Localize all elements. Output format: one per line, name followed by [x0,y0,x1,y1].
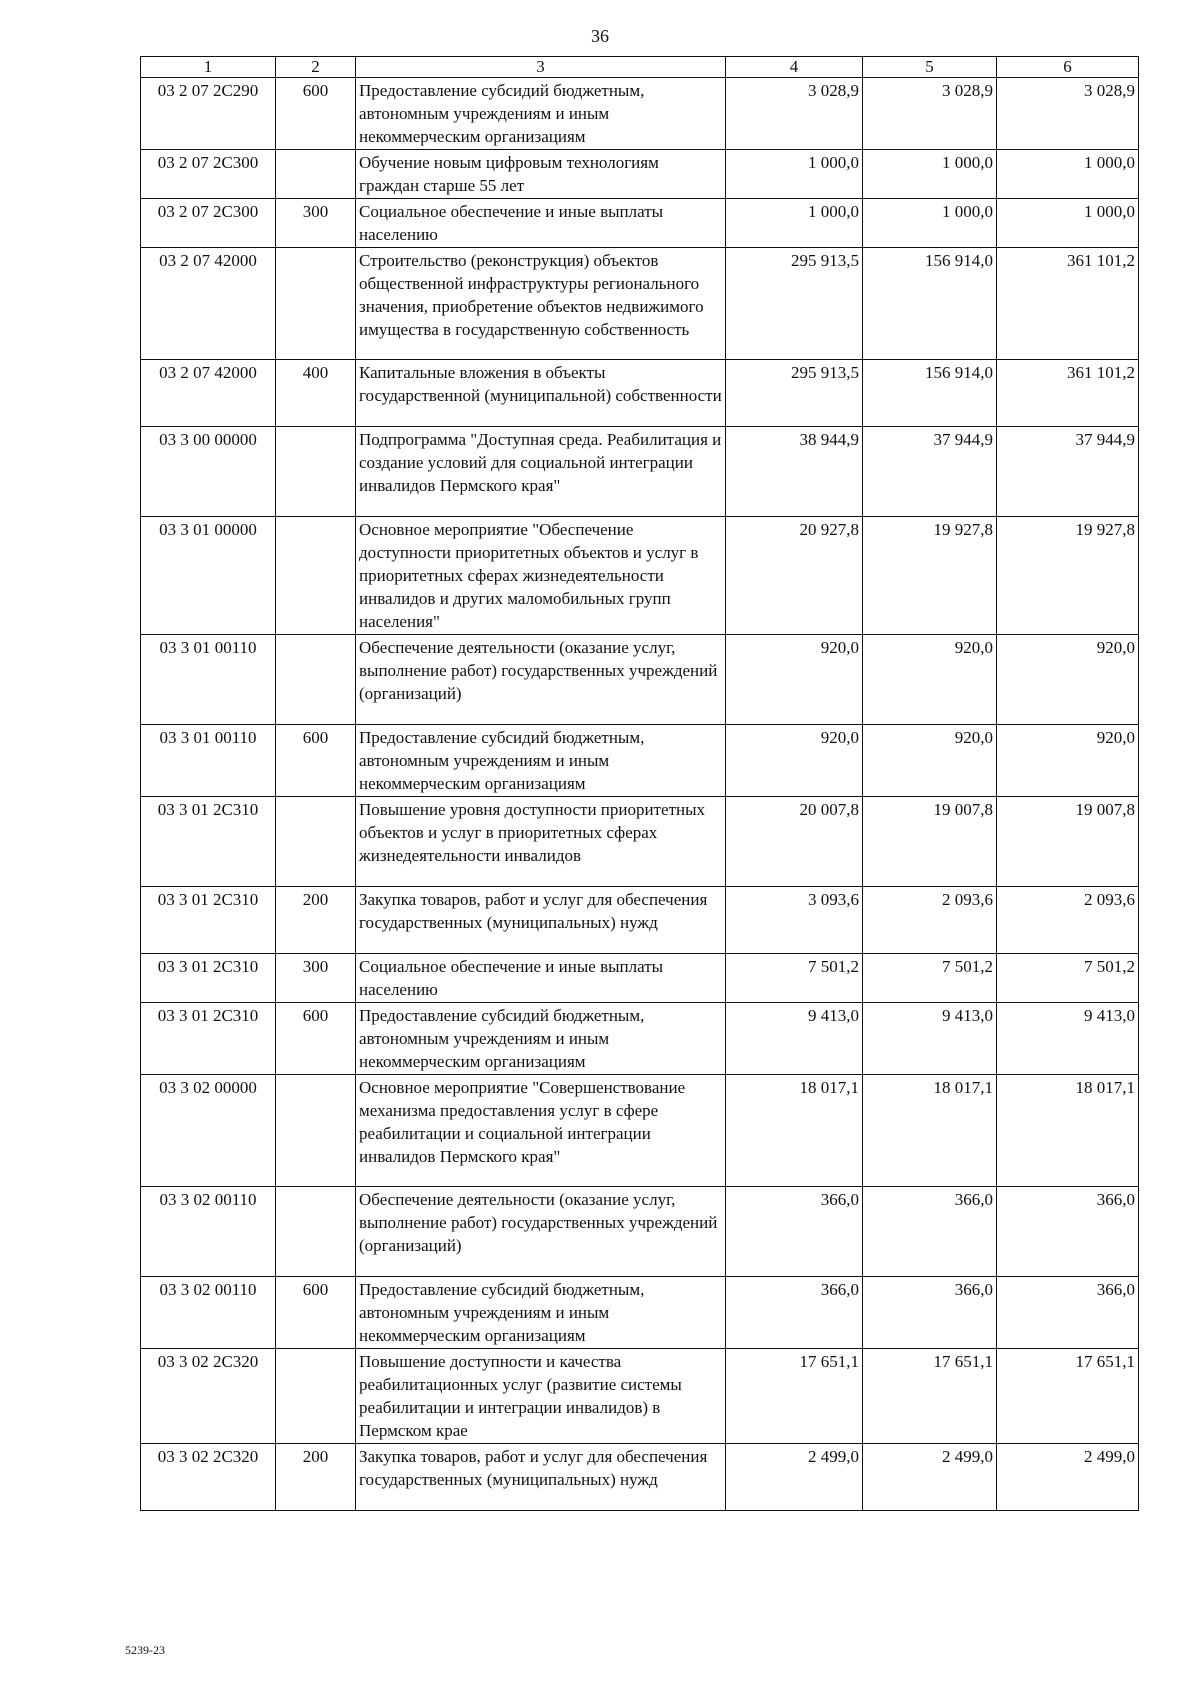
item-name-cell: Основное мероприятие "Совершенствование механизма предоставления услуг в сфере реабилитации и социальной интеграции инвалидов Пермского края" [356,1075,726,1187]
amount-col5-cell: 920,0 [863,635,997,725]
amount-col4-cell: 17 651,1 [726,1349,863,1444]
expense-type-cell: 300 [276,954,356,1003]
expense-type-cell: 400 [276,360,356,427]
item-name-cell: Основное мероприятие "Обеспечение доступности приоритетных объектов и услуг в приоритетных сферах жизнедеятельности инвалидов и других маломобильных групп населения" [356,517,726,635]
expense-type-cell [276,517,356,635]
amount-col6-cell: 7 501,2 [997,954,1139,1003]
table-row [141,248,1139,360]
amount-col5-cell: 9 413,0 [863,1003,997,1075]
amount-col5-cell: 7 501,2 [863,954,997,1003]
amount-col5-cell: 366,0 [863,1187,997,1277]
amount-col5-cell: 17 651,1 [863,1349,997,1444]
amount-col6-cell: 1 000,0 [997,199,1139,248]
item-name-cell: Строительство (реконструкция) объектов общественной инфраструктуры регионального значения, приобретение объектов недвижимого имущества в государственную собственность [356,248,726,360]
amount-col4-cell: 20 007,8 [726,797,863,887]
table-row [141,635,1139,725]
budget-code-cell: 03 2 07 2С300 [141,150,276,199]
item-name-cell: Повышение доступности и качества реабилитационных услуг (развитие системы реабилитации и интеграции инвалидов) в Пермском крае [356,1349,726,1444]
expense-type-cell [276,1349,356,1444]
budget-code-cell: 03 3 02 00110 [141,1277,276,1349]
expense-type-cell: 600 [276,78,356,150]
table-row [141,797,1139,887]
budget-code-cell: 03 3 01 2С310 [141,954,276,1003]
amount-col5-cell: 3 028,9 [863,78,997,150]
expense-type-cell [276,427,356,517]
column-header: 5 [863,57,997,78]
expense-type-cell [276,150,356,199]
amount-col5-cell: 19 007,8 [863,797,997,887]
table-row [141,725,1139,797]
expense-type-cell: 200 [276,1444,356,1511]
amount-col6-cell: 920,0 [997,635,1139,725]
amount-col5-cell: 19 927,8 [863,517,997,635]
amount-col5-cell: 18 017,1 [863,1075,997,1187]
amount-col5-cell: 920,0 [863,725,997,797]
table-body [141,78,1139,1511]
table-row [141,1277,1139,1349]
column-header: 3 [356,57,726,78]
amount-col5-cell: 37 944,9 [863,427,997,517]
item-name-cell: Предоставление субсидий бюджетным, автономным учреждениям и иным некоммерческим организациям [356,725,726,797]
item-name-cell: Предоставление субсидий бюджетным, автономным учреждениям и иным некоммерческим организациям [356,1003,726,1075]
item-name-cell: Капитальные вложения в объекты государственной (муниципальной) собственности [356,360,726,427]
amount-col6-cell: 3 028,9 [997,78,1139,150]
amount-col4-cell: 3 093,6 [726,887,863,954]
expense-type-cell [276,1187,356,1277]
amount-col6-cell: 366,0 [997,1277,1139,1349]
amount-col4-cell: 7 501,2 [726,954,863,1003]
document-code: 5239-23 [125,1643,165,1657]
expense-type-cell: 300 [276,199,356,248]
amount-col6-cell: 17 651,1 [997,1349,1139,1444]
expense-type-cell: 600 [276,1277,356,1349]
budget-code-cell: 03 3 01 00110 [141,725,276,797]
item-name-cell: Повышение уровня доступности приоритетных объектов и услуг в приоритетных сферах жизнедеятельности инвалидов [356,797,726,887]
amount-col6-cell: 1 000,0 [997,150,1139,199]
table-row [141,427,1139,517]
budget-code-cell: 03 3 02 2С320 [141,1444,276,1511]
table-row [141,78,1139,150]
budget-code-cell: 03 3 02 00110 [141,1187,276,1277]
amount-col6-cell: 37 944,9 [997,427,1139,517]
budget-code-cell: 03 3 01 2С310 [141,1003,276,1075]
item-name-cell: Предоставление субсидий бюджетным, автономным учреждениям и иным некоммерческим организациям [356,78,726,150]
budget-code-cell: 03 3 01 2С310 [141,797,276,887]
budget-code-cell: 03 3 01 00000 [141,517,276,635]
column-header: 1 [141,57,276,78]
budget-code-cell: 03 3 01 2С310 [141,887,276,954]
amount-col6-cell: 19 927,8 [997,517,1139,635]
budget-code-cell: 03 3 01 00110 [141,635,276,725]
item-name-cell: Обучение новым цифровым технологиям граждан старше 55 лет [356,150,726,199]
item-name-cell: Закупка товаров, работ и услуг для обеспечения государственных (муниципальных) нужд [356,1444,726,1511]
amount-col4-cell: 920,0 [726,725,863,797]
table-row [141,199,1139,248]
budget-code-cell: 03 2 07 2С300 [141,199,276,248]
amount-col6-cell: 9 413,0 [997,1003,1139,1075]
table-row [141,150,1139,199]
amount-col4-cell: 1 000,0 [726,150,863,199]
column-header: 6 [997,57,1139,78]
table-row [141,1075,1139,1187]
amount-col6-cell: 2 093,6 [997,887,1139,954]
expense-type-cell: 600 [276,1003,356,1075]
amount-col4-cell: 295 913,5 [726,360,863,427]
header-row [141,57,1139,78]
budget-code-cell: 03 3 02 2С320 [141,1349,276,1444]
table-row [141,1003,1139,1075]
amount-col4-cell: 295 913,5 [726,248,863,360]
table-header [141,57,1139,78]
table-row [141,1444,1139,1511]
amount-col6-cell: 920,0 [997,725,1139,797]
table-row [141,360,1139,427]
budget-code-cell: 03 3 00 00000 [141,427,276,517]
amount-col6-cell: 361 101,2 [997,248,1139,360]
amount-col6-cell: 366,0 [997,1187,1139,1277]
amount-col4-cell: 366,0 [726,1187,863,1277]
budget-code-cell: 03 2 07 42000 [141,360,276,427]
amount-col5-cell: 2 093,6 [863,887,997,954]
table-row [141,517,1139,635]
amount-col6-cell: 18 017,1 [997,1075,1139,1187]
amount-col5-cell: 1 000,0 [863,150,997,199]
item-name-cell: Закупка товаров, работ и услуг для обеспечения государственных (муниципальных) нужд [356,887,726,954]
table-row [141,887,1139,954]
expense-type-cell: 600 [276,725,356,797]
amount-col4-cell: 1 000,0 [726,199,863,248]
expense-type-cell [276,635,356,725]
amount-col4-cell: 3 028,9 [726,78,863,150]
amount-col4-cell: 366,0 [726,1277,863,1349]
budget-table [140,56,1139,1511]
column-header: 2 [276,57,356,78]
item-name-cell: Обеспечение деятельности (оказание услуг, выполнение работ) государственных учреждений (организаций) [356,1187,726,1277]
expense-type-cell [276,248,356,360]
expense-type-cell [276,797,356,887]
item-name-cell: Предоставление субсидий бюджетным, автономным учреждениям и иным некоммерческим организациям [356,1277,726,1349]
expense-type-cell [276,1075,356,1187]
amount-col6-cell: 2 499,0 [997,1444,1139,1511]
amount-col5-cell: 156 914,0 [863,248,997,360]
amount-col4-cell: 920,0 [726,635,863,725]
amount-col6-cell: 361 101,2 [997,360,1139,427]
item-name-cell: Подпрограмма "Доступная среда. Реабилитация и создание условий для социальной интеграции инвалидов Пермского края" [356,427,726,517]
amount-col6-cell: 19 007,8 [997,797,1139,887]
page-number: 36 [591,26,609,46]
amount-col4-cell: 9 413,0 [726,1003,863,1075]
amount-col5-cell: 1 000,0 [863,199,997,248]
amount-col5-cell: 366,0 [863,1277,997,1349]
item-name-cell: Социальное обеспечение и иные выплаты населению [356,199,726,248]
budget-code-cell: 03 2 07 42000 [141,248,276,360]
table-row [141,1349,1139,1444]
column-header: 4 [726,57,863,78]
budget-code-cell: 03 3 02 00000 [141,1075,276,1187]
table-row [141,1187,1139,1277]
amount-col5-cell: 2 499,0 [863,1444,997,1511]
budget-code-cell: 03 2 07 2С290 [141,78,276,150]
amount-col4-cell: 2 499,0 [726,1444,863,1511]
amount-col4-cell: 38 944,9 [726,427,863,517]
amount-col5-cell: 156 914,0 [863,360,997,427]
table-row [141,954,1139,1003]
amount-col4-cell: 18 017,1 [726,1075,863,1187]
item-name-cell: Социальное обеспечение и иные выплаты населению [356,954,726,1003]
item-name-cell: Обеспечение деятельности (оказание услуг, выполнение работ) государственных учреждений (организаций) [356,635,726,725]
expense-type-cell: 200 [276,887,356,954]
amount-col4-cell: 20 927,8 [726,517,863,635]
